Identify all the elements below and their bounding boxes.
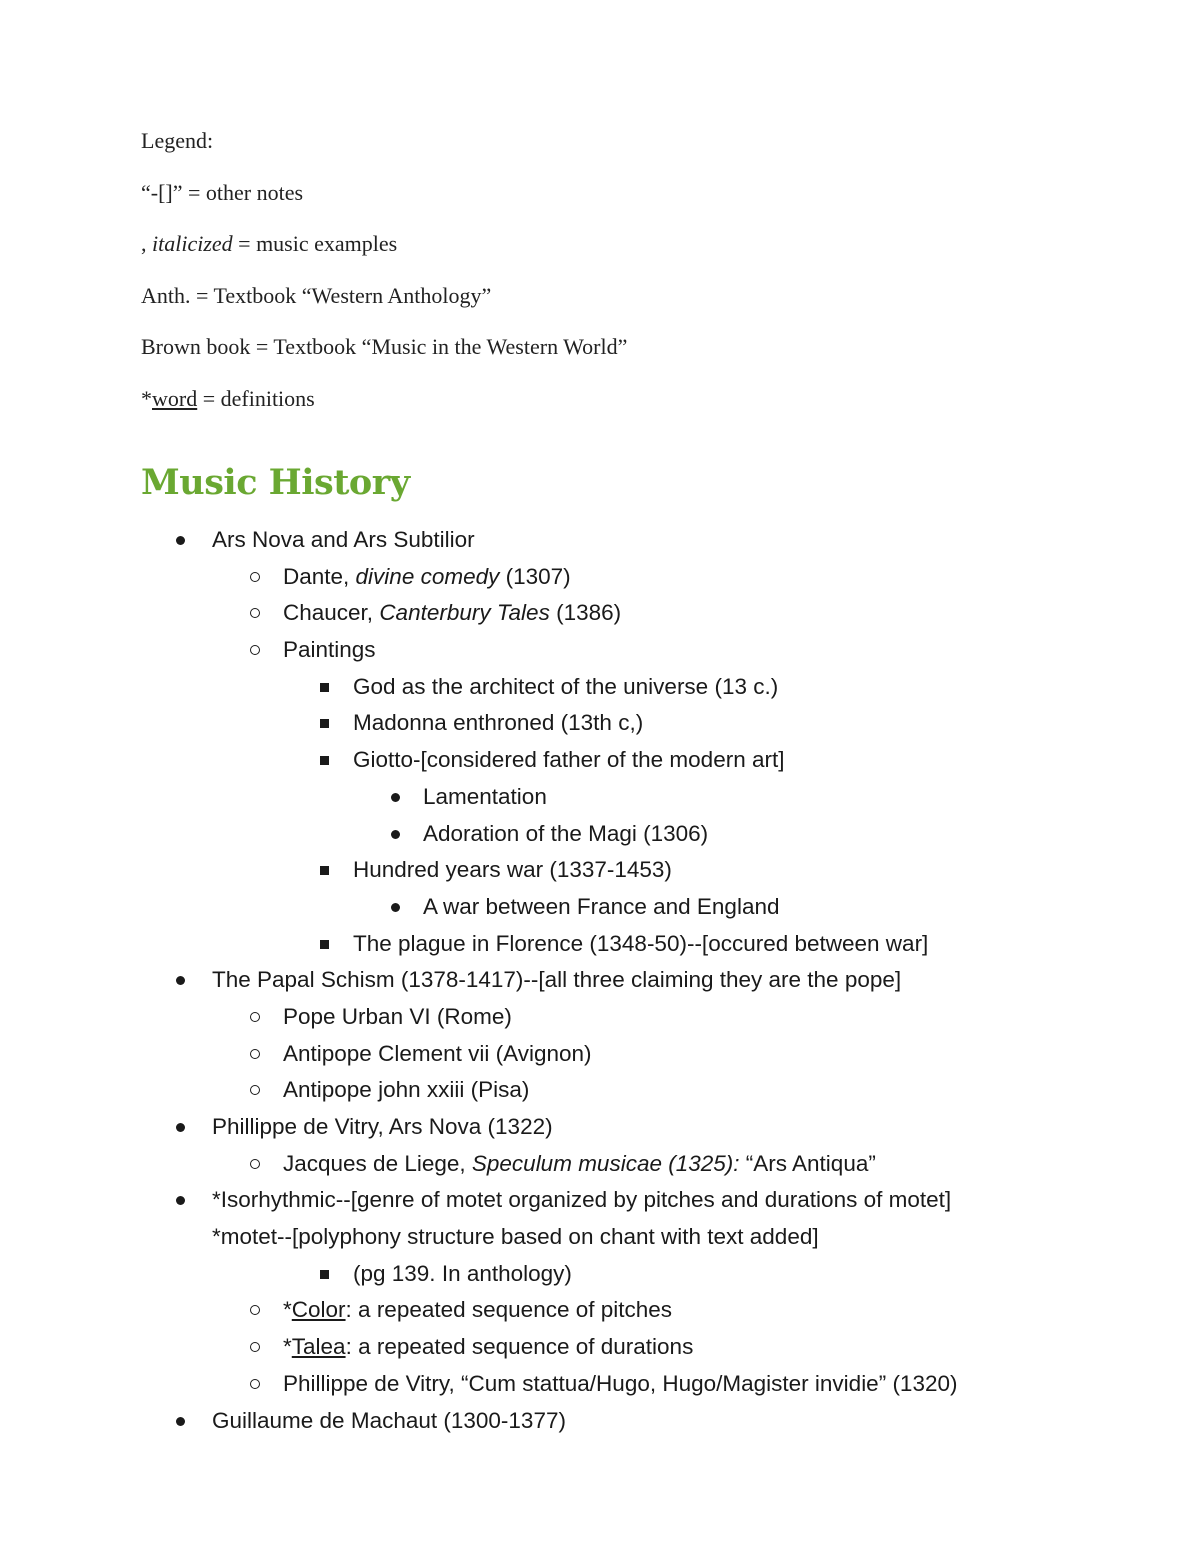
list-item-text: Ars Nova and Ars Subtilior: [212, 527, 475, 552]
legend-definitions-suffix: = definitions: [197, 385, 315, 411]
dante-year: (1307): [499, 563, 571, 589]
legend-anthology: Anth. = Textbook “Western Anthology”: [141, 282, 492, 308]
disc-bullet-icon: [176, 1123, 185, 1132]
list-item-text: Antipope john xxiii (Pisa): [283, 1077, 530, 1103]
circle-bullet-icon: [250, 1305, 260, 1315]
list-item: [0, 559, 1200, 596]
disc-bullet-icon: [391, 830, 400, 839]
circle-bullet-icon: [250, 608, 260, 618]
list-item: [0, 779, 1200, 816]
legend-block: [141, 126, 627, 436]
chaucer-title: Canterbury Tales: [379, 600, 550, 626]
legend-definitions-word: word: [152, 385, 198, 411]
disc-bullet-icon: [176, 1196, 185, 1205]
list-item-text: The plague in Florence (1348-50)--[occured between war]: [353, 930, 929, 956]
circle-bullet-icon: [250, 1342, 260, 1352]
list-item: [0, 1146, 1200, 1183]
list-item: [0, 1109, 1200, 1146]
dante-title: divine comedy: [355, 563, 500, 589]
color-star: *: [283, 1297, 292, 1323]
talea-definition: : a repeated sequence of durations: [345, 1334, 694, 1360]
list-item-text: Phillippe de Vitry, “Cum stattua/Hugo, Hugo/Magister invidie” (1320): [283, 1370, 958, 1396]
circle-bullet-icon: [250, 1379, 260, 1389]
list-item-text: Paintings: [283, 637, 376, 663]
list-item-text: God as the architect of the universe (13 c.): [353, 673, 779, 699]
legend-italicized-prefix: ,: [141, 231, 152, 257]
list-item: [0, 522, 1200, 559]
disc-bullet-icon: [176, 1417, 185, 1426]
legend-other-notes: “-[]” = other notes: [141, 179, 304, 205]
list-item-text: Adoration of the Magi (1306): [423, 820, 709, 846]
circle-bullet-icon: [250, 645, 260, 655]
talea-star: *: [283, 1334, 292, 1360]
list-item-text: Phillippe de Vitry, Ars Nova (1322): [212, 1114, 553, 1139]
list-item-text: [283, 1146, 876, 1182]
list-item: [0, 632, 1200, 669]
list-item: [0, 1182, 1200, 1255]
legend-italicized-word: italicized: [152, 231, 233, 257]
list-item-text-continued: *motet--[polyphony structure based on chant with text added]: [212, 1224, 819, 1250]
legend-definitions-star: *: [141, 385, 152, 411]
list-item: [0, 852, 1200, 889]
liege-suffix: “Ars Antiqua”: [739, 1150, 876, 1176]
legend-definitions: [141, 384, 627, 436]
square-bullet-icon: [320, 683, 329, 692]
liege-title: Speculum musicae (1325):: [471, 1150, 740, 1176]
list-item: [0, 1329, 1200, 1366]
square-bullet-icon: [320, 1270, 329, 1279]
circle-bullet-icon: [250, 1159, 260, 1169]
list-item-text: *Isorhythmic--[genre of motet organized by pitches and durations of motet]: [212, 1187, 952, 1213]
circle-bullet-icon: [250, 1049, 260, 1059]
list-item-text: Guillaume de Machaut (1300-1377): [212, 1407, 566, 1433]
circle-bullet-icon: [250, 572, 260, 582]
list-item: [0, 705, 1200, 742]
circle-bullet-icon: [250, 1085, 260, 1095]
list-item-text: A war between France and England: [423, 893, 780, 919]
talea-term: Talea: [291, 1334, 346, 1360]
disc-bullet-icon: [391, 903, 400, 912]
list-item-text: Pope Urban VI (Rome): [283, 1003, 512, 1029]
list-item: [0, 816, 1200, 853]
list-item: [0, 962, 1200, 999]
list-item: [0, 595, 1200, 632]
list-item: [0, 889, 1200, 926]
list-item-text: Giotto-[considered father of the modern art]: [353, 747, 785, 773]
square-bullet-icon: [320, 756, 329, 765]
list-item: [0, 742, 1200, 779]
list-item: [0, 1072, 1200, 1109]
list-item: [0, 1036, 1200, 1073]
outline-list: [0, 522, 1200, 1439]
list-item-text: The Papal Schism (1378-1417)--[all three claiming they are the pope]: [212, 967, 902, 993]
list-item-text: Antipope Clement vii (Avignon): [283, 1040, 592, 1066]
disc-bullet-icon: [391, 793, 400, 802]
list-item-text: Lamentation: [423, 783, 547, 809]
list-item-text: [283, 1329, 693, 1365]
list-item-text: Hundred years war (1337-1453): [353, 857, 672, 883]
list-item: [0, 1292, 1200, 1329]
dante-prefix: Dante,: [283, 563, 356, 589]
list-item-text: Madonna enthroned (13th c,): [353, 710, 644, 736]
chaucer-year: (1386): [549, 600, 622, 626]
square-bullet-icon: [320, 940, 329, 949]
list-item-text: [283, 559, 571, 595]
legend-brown-book: Brown book = Textbook “Music in the Western World”: [141, 334, 628, 360]
list-item-text: (pg 139. In anthology): [353, 1260, 572, 1286]
legend-italicized-suffix: = music examples: [232, 231, 398, 257]
list-item: [0, 999, 1200, 1036]
list-item: [0, 1366, 1200, 1403]
disc-bullet-icon: [176, 536, 185, 545]
circle-bullet-icon: [250, 1012, 260, 1022]
list-item-text: [283, 1292, 672, 1328]
list-item-text: [283, 595, 621, 631]
list-item: [0, 1403, 1200, 1440]
color-definition: : a repeated sequence of pitches: [345, 1297, 673, 1323]
square-bullet-icon: [320, 866, 329, 875]
list-item: [0, 926, 1200, 963]
liege-prefix: Jacques de Liege,: [283, 1150, 472, 1176]
list-item: [0, 669, 1200, 706]
square-bullet-icon: [320, 719, 329, 728]
chaucer-prefix: Chaucer,: [283, 600, 380, 626]
disc-bullet-icon: [176, 976, 185, 985]
legend-title: Legend:: [141, 128, 214, 153]
color-term: Color: [291, 1297, 346, 1323]
legend-italicized: [141, 229, 627, 281]
list-item: [0, 1256, 1200, 1293]
page-title: Music History: [141, 462, 410, 503]
